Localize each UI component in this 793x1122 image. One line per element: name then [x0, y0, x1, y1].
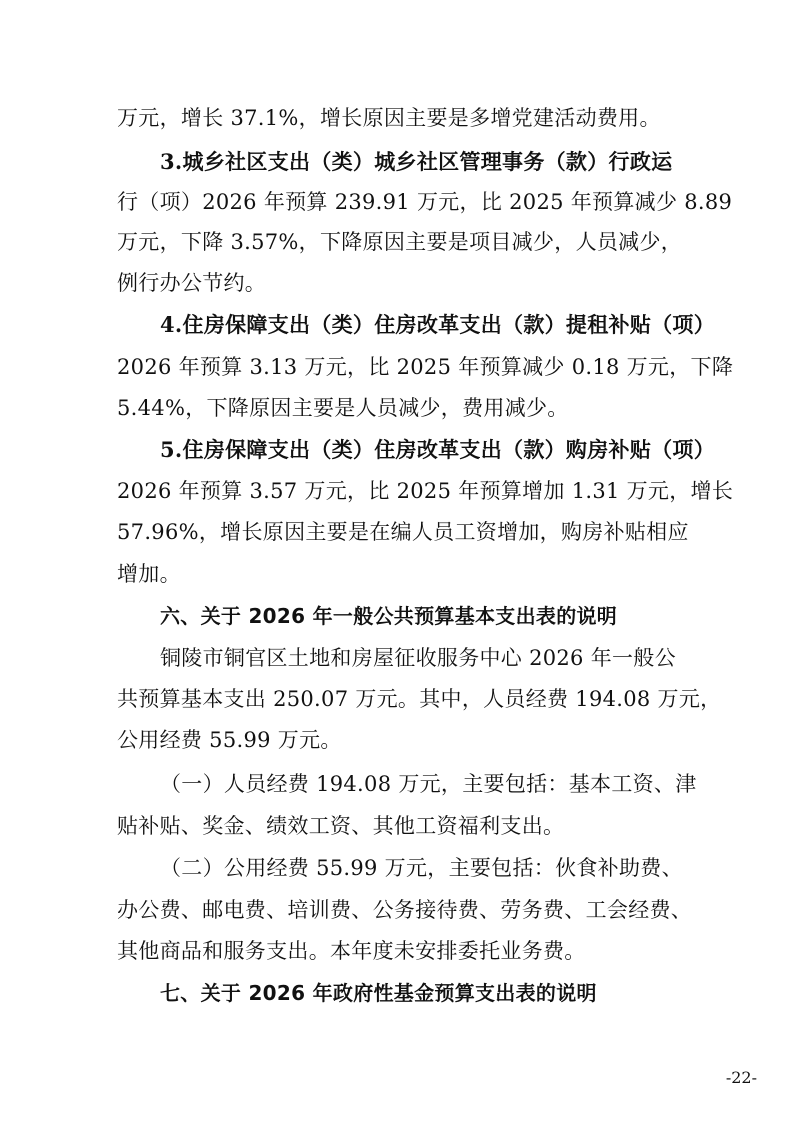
paragraph-line: 其他商品和服务支出。本年度未安排委托业务费。: [117, 939, 586, 963]
item-3-heading: 3.城乡社区支出（类）城乡社区管理事务（款）行政运: [160, 149, 673, 174]
personnel-expense-line: （一）人员经费 194.08 万元，主要包括：基本工资、津: [160, 772, 697, 796]
section-7-heading: 七、关于 2026 年政府性基金预算支出表的说明: [160, 981, 597, 1005]
paragraph-line: 行（项）2026 年预算 239.91 万元，比 2025 年预算减少 8.89: [117, 190, 733, 214]
paragraph-line: 贴补贴、奖金、绩效工资、其他工资福利支出。: [117, 814, 565, 838]
paragraph-line: 办公费、邮电费、培训费、公务接待费、劳务费、工会经费、: [117, 898, 693, 922]
section-6-heading: 六、关于 2026 年一般公共预算基本支出表的说明: [160, 604, 618, 628]
item-5-heading: 5.住房保障支出（类）住房改革支出（款）购房补贴（项）: [160, 437, 716, 462]
paragraph-line: 万元，增长 37.1%，增长原因主要是多增党建活动费用。: [117, 106, 661, 130]
paragraph-line: 增加。: [117, 562, 181, 586]
paragraph-line: 万元，下降 3.57%，下降原因主要是项目减少，人员减少，: [117, 230, 683, 254]
paragraph-line: 2026 年预算 3.13 万元，比 2025 年预算减少 0.18 万元，下降: [117, 355, 734, 379]
page-number: -22-: [725, 1068, 757, 1087]
paragraph-line: 57.96%，增长原因主要是在编人员工资增加，购房补贴相应: [117, 520, 689, 544]
paragraph-line: 2026 年预算 3.57 万元，比 2025 年预算增加 1.31 万元，增长: [117, 479, 734, 503]
public-expense-line: （二）公用经费 55.99 万元，主要包括：伙食补助费、: [160, 856, 683, 880]
paragraph-line: 例行办公节约。: [117, 271, 267, 295]
paragraph-line: 5.44%，下降原因主要是人员减少，费用减少。: [117, 396, 569, 420]
paragraph-line: 共预算基本支出 250.07 万元。其中，人员经费 194.08 万元，: [117, 687, 722, 711]
paragraph-line: 公用经费 55.99 万元。: [117, 728, 342, 752]
item-4-heading: 4.住房保障支出（类）住房改革支出（款）提租补贴（项）: [160, 312, 716, 337]
paragraph-line: 铜陵市铜官区土地和房屋征收服务中心 2026 年一般公: [160, 646, 676, 670]
